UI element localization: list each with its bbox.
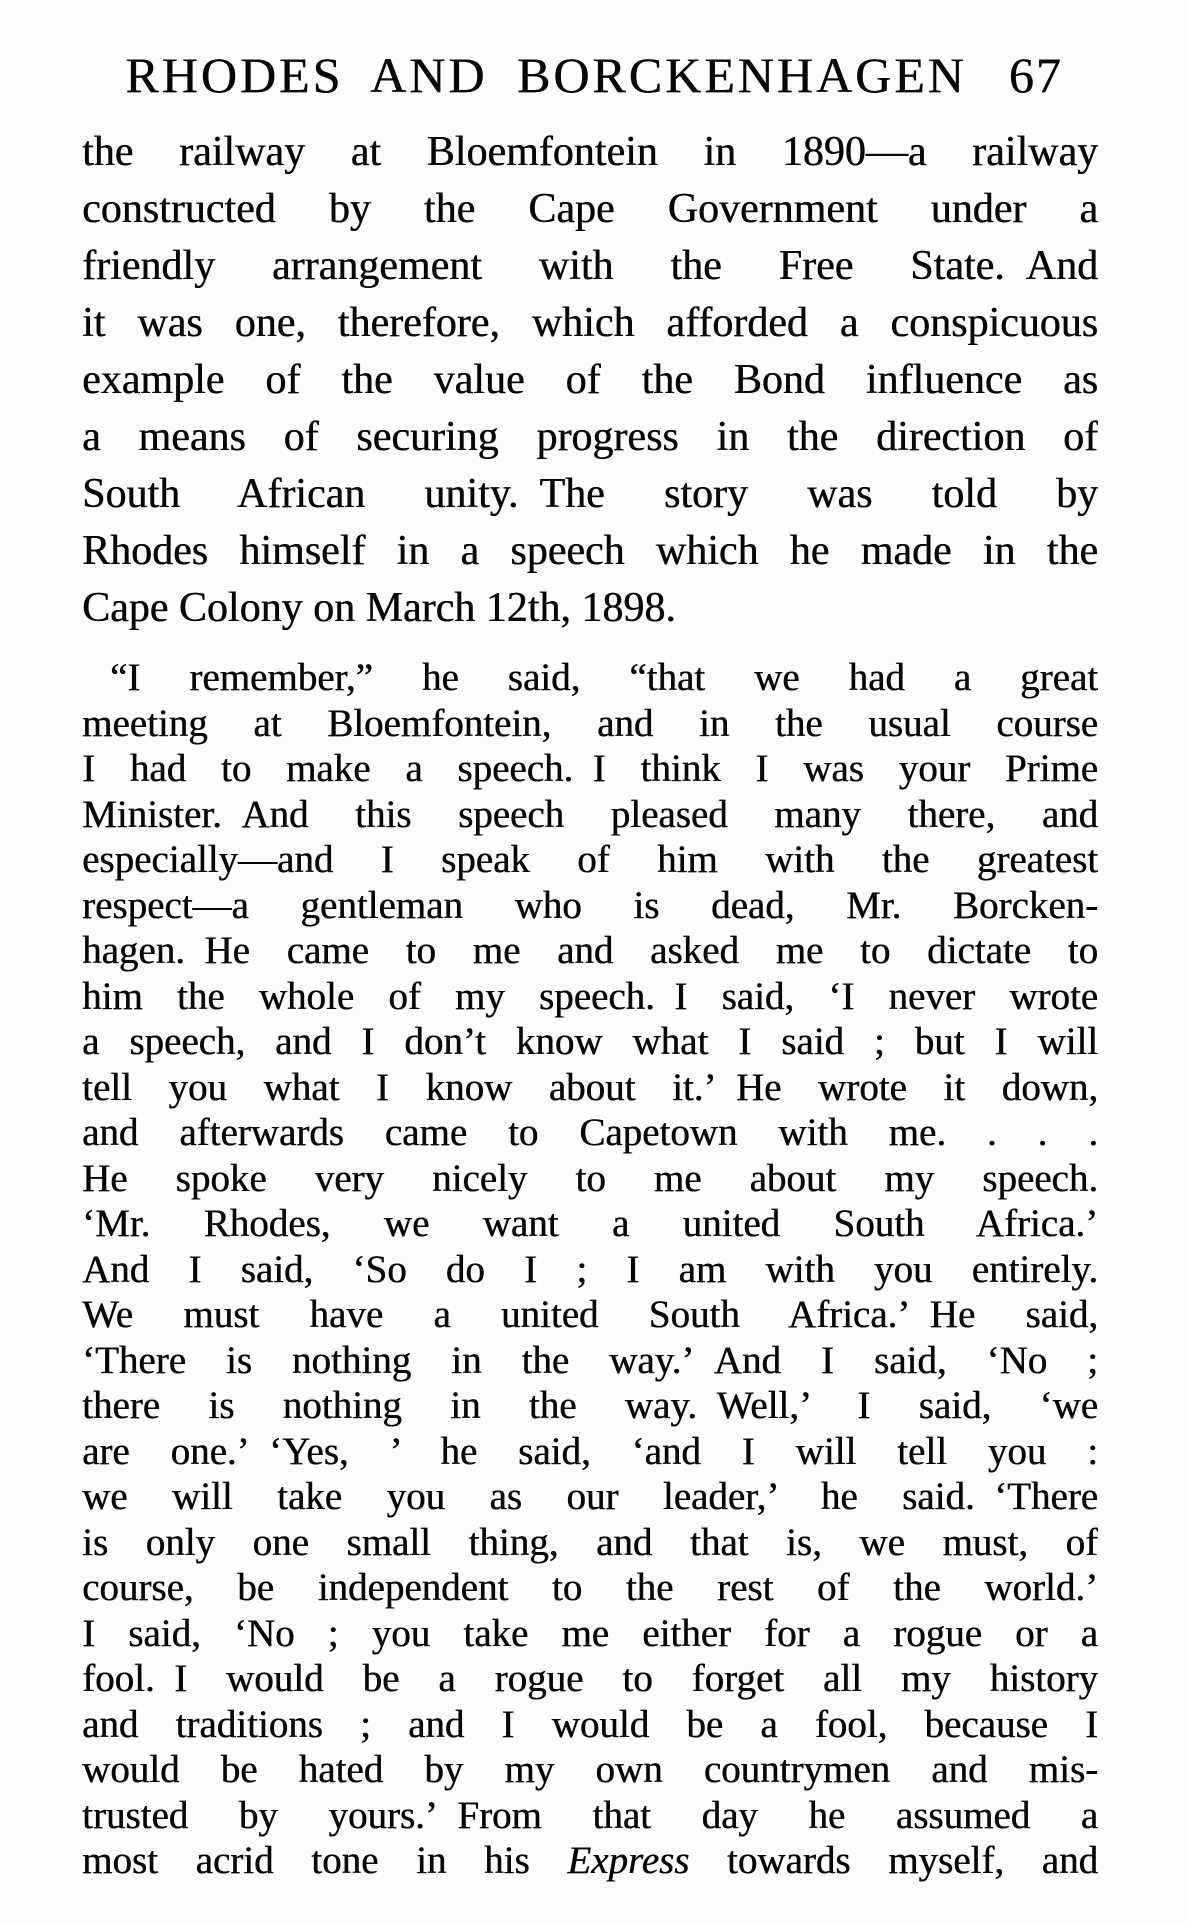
text-line: meeting at Bloemfontein, and in the usual course — [82, 701, 1098, 745]
paragraph-intro — [82, 124, 1098, 637]
text-line: would be hated by my own countrymen and mis- — [82, 1748, 1098, 1791]
text-line: the railway at Bloemfontein in 1890—a railway — [82, 129, 1098, 175]
text-line: there is nothing in the way. Well,’ I said, ‘we — [82, 1384, 1098, 1427]
text-line: He spoke very nicely to me about my speech. — [82, 1156, 1098, 1200]
text-line: trusted by yours.’ From that day he assumed a — [82, 1793, 1098, 1837]
text-line: constructed by the Cape Government under a — [82, 186, 1098, 232]
page-number: 67 — [1008, 47, 1063, 103]
page-header — [0, 0, 1188, 103]
text-line: ‘There is nothing in the way.’ And I said, ‘No ; — [82, 1338, 1098, 1382]
text-segment: most acrid tone in his — [82, 1839, 568, 1882]
text-line: South African unity. The story was told by — [82, 471, 1098, 517]
text-line: respect—a gentleman who is dead, Mr. Borcken- — [82, 883, 1098, 927]
text-line: ‘Mr. Rhodes, we want a united South Africa.’ — [82, 1202, 1098, 1245]
text-line: him the whole of my speech. I said, ‘I never wrote — [82, 974, 1098, 1018]
text-line: and afterwards came to Capetown with me. . . . — [82, 1111, 1098, 1154]
text-line: tell you what I know about it.’ He wrote it down, — [82, 1065, 1098, 1109]
text-line: a speech, and I don’t know what I said ; but I will — [82, 1020, 1098, 1063]
text-line: I said, ‘No ; you take me either for a rogue or a — [82, 1611, 1098, 1655]
text-line: especially—and I speak of him with the greatest — [82, 838, 1098, 881]
text-line: And I said, ‘So do I ; I am with you entirely. — [82, 1247, 1098, 1291]
text-segment: towards myself, and — [689, 1839, 1098, 1882]
text-line: are one.’ ‘Yes, ’ he said, ‘and I will tell you : — [82, 1429, 1098, 1473]
running-title: RHODES AND BORCKENHAGEN — [125, 47, 967, 103]
text-line: hagen. He came to me and asked me to dictate to — [82, 929, 1098, 972]
text-line: course, be independent to the rest of the world.’ — [82, 1566, 1098, 1609]
italic-word: Express — [567, 1839, 690, 1882]
text-line — [82, 1838, 1098, 1884]
text-line: a means of securing progress in the direction of — [82, 414, 1098, 460]
text-line: Cape Colony on March 12th, 1898. — [82, 585, 676, 631]
text-line: “I remember,” he said, “that we had a great — [110, 656, 1098, 699]
text-line: Minister. And this speech pleased many there, and — [82, 792, 1098, 836]
text-line: Rhodes himself in a speech which he made in the — [82, 528, 1098, 574]
text-line: we will take you as our leader,’ he said. ‘There — [82, 1475, 1098, 1518]
text-line: it was one, therefore, which afforded a conspicuous — [82, 300, 1098, 346]
text-line: and traditions ; and I would be a fool, because I — [82, 1702, 1098, 1746]
text-line: example of the value of the Bond influence as — [82, 357, 1098, 403]
text-line: I had to make a speech. I think I was your Prime — [82, 747, 1098, 790]
text-line: friendly arrangement with the Free State. And — [82, 243, 1098, 289]
text-line: We must have a united South Africa.’ He said, — [82, 1293, 1098, 1336]
text-line: is only one small thing, and that is, we must, of — [82, 1520, 1098, 1564]
text-line: fool. I would be a rogue to forget all my history — [82, 1657, 1098, 1700]
paragraph-quote — [82, 655, 1098, 1884]
